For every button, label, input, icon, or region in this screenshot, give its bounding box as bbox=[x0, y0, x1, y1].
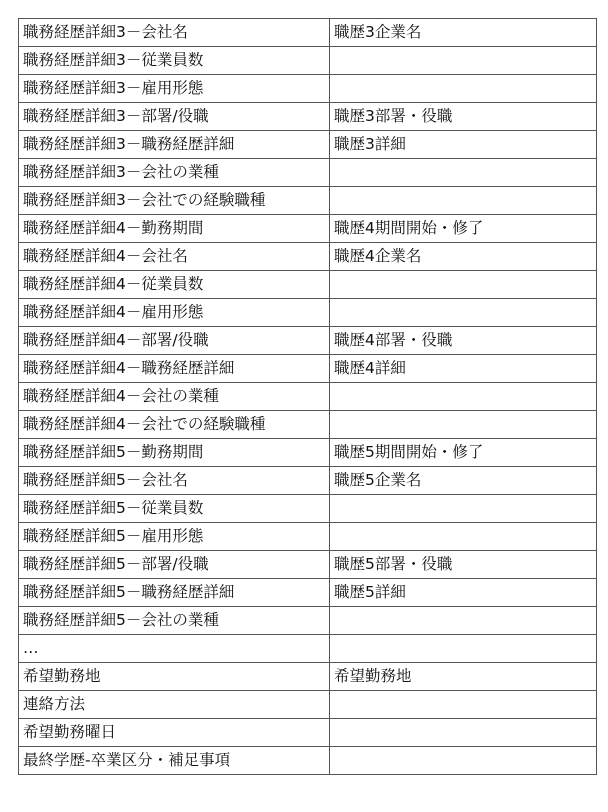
field-mapping-table bbox=[18, 18, 597, 775]
table-row bbox=[19, 187, 597, 215]
source-field-cell: 職務経歴詳細3－部署/役職 bbox=[19, 103, 330, 131]
target-field-cell bbox=[330, 47, 597, 75]
table-row bbox=[19, 383, 597, 411]
target-field-cell: 職歴4詳細 bbox=[330, 355, 597, 383]
target-field-cell: 職歴3企業名 bbox=[330, 19, 597, 47]
table-row bbox=[19, 131, 597, 159]
source-field-cell: 希望勤務地 bbox=[19, 663, 330, 691]
table-row bbox=[19, 159, 597, 187]
source-field-cell: 職務経歴詳細4－雇用形態 bbox=[19, 299, 330, 327]
source-field-cell: 職務経歴詳細3－会社の業種 bbox=[19, 159, 330, 187]
table-row bbox=[19, 299, 597, 327]
table-body bbox=[19, 19, 597, 775]
source-field-cell: 希望勤務曜日 bbox=[19, 719, 330, 747]
target-field-cell bbox=[330, 607, 597, 635]
target-field-cell: 職歴5企業名 bbox=[330, 467, 597, 495]
target-field-cell: 職歴3詳細 bbox=[330, 131, 597, 159]
source-field-cell: 連絡方法 bbox=[19, 691, 330, 719]
table-row bbox=[19, 355, 597, 383]
source-field-cell: 職務経歴詳細5－会社の業種 bbox=[19, 607, 330, 635]
target-field-cell: 職歴4期間開始・修了 bbox=[330, 215, 597, 243]
table-row bbox=[19, 495, 597, 523]
target-field-cell: 職歴5期間開始・修了 bbox=[330, 439, 597, 467]
target-field-cell bbox=[330, 495, 597, 523]
source-field-cell: 職務経歴詳細4－会社名 bbox=[19, 243, 330, 271]
source-field-cell: 職務経歴詳細4－会社の業種 bbox=[19, 383, 330, 411]
table-row bbox=[19, 439, 597, 467]
source-field-cell: 職務経歴詳細4－部署/役職 bbox=[19, 327, 330, 355]
target-field-cell bbox=[330, 75, 597, 103]
target-field-cell: 職歴4部署・役職 bbox=[330, 327, 597, 355]
source-field-cell: 職務経歴詳細4－従業員数 bbox=[19, 271, 330, 299]
table-row bbox=[19, 411, 597, 439]
table-row bbox=[19, 691, 597, 719]
source-field-cell: 職務経歴詳細3－従業員数 bbox=[19, 47, 330, 75]
target-field-cell bbox=[330, 411, 597, 439]
target-field-cell: 職歴4企業名 bbox=[330, 243, 597, 271]
target-field-cell bbox=[330, 523, 597, 551]
source-field-cell: 職務経歴詳細5－部署/役職 bbox=[19, 551, 330, 579]
table-row bbox=[19, 243, 597, 271]
source-field-cell: 職務経歴詳細5－雇用形態 bbox=[19, 523, 330, 551]
table-row bbox=[19, 103, 597, 131]
source-field-cell: 職務経歴詳細5－職務経歴詳細 bbox=[19, 579, 330, 607]
table-row bbox=[19, 215, 597, 243]
target-field-cell bbox=[330, 187, 597, 215]
source-field-cell: 職務経歴詳細5－勤務期間 bbox=[19, 439, 330, 467]
target-field-cell bbox=[330, 635, 597, 663]
source-field-cell: 職務経歴詳細3－雇用形態 bbox=[19, 75, 330, 103]
target-field-cell bbox=[330, 747, 597, 775]
source-field-cell: 職務経歴詳細5－従業員数 bbox=[19, 495, 330, 523]
target-field-cell: 希望勤務地 bbox=[330, 663, 597, 691]
table-row bbox=[19, 551, 597, 579]
table-row bbox=[19, 635, 597, 663]
target-field-cell bbox=[330, 299, 597, 327]
source-field-cell: 職務経歴詳細3－職務経歴詳細 bbox=[19, 131, 330, 159]
table-row bbox=[19, 719, 597, 747]
target-field-cell bbox=[330, 271, 597, 299]
target-field-cell bbox=[330, 719, 597, 747]
source-field-cell: 職務経歴詳細5－会社名 bbox=[19, 467, 330, 495]
source-field-cell: 職務経歴詳細3－会社名 bbox=[19, 19, 330, 47]
table-row bbox=[19, 747, 597, 775]
target-field-cell bbox=[330, 159, 597, 187]
source-field-cell: 職務経歴詳細4－職務経歴詳細 bbox=[19, 355, 330, 383]
source-field-cell: 最終学歴-卒業区分・補足事項 bbox=[19, 747, 330, 775]
source-field-cell: 職務経歴詳細4－勤務期間 bbox=[19, 215, 330, 243]
target-field-cell: 職歴3部署・役職 bbox=[330, 103, 597, 131]
source-field-cell: 職務経歴詳細3－会社での経験職種 bbox=[19, 187, 330, 215]
target-field-cell: 職歴5部署・役職 bbox=[330, 551, 597, 579]
target-field-cell bbox=[330, 383, 597, 411]
target-field-cell bbox=[330, 691, 597, 719]
source-field-cell: 職務経歴詳細4－会社での経験職種 bbox=[19, 411, 330, 439]
table-row bbox=[19, 523, 597, 551]
table-row bbox=[19, 47, 597, 75]
table-row bbox=[19, 19, 597, 47]
table-row bbox=[19, 607, 597, 635]
table-row bbox=[19, 327, 597, 355]
table-row bbox=[19, 467, 597, 495]
table-row bbox=[19, 271, 597, 299]
table-row bbox=[19, 75, 597, 103]
target-field-cell: 職歴5詳細 bbox=[330, 579, 597, 607]
table-row bbox=[19, 663, 597, 691]
source-field-cell: … bbox=[19, 635, 330, 663]
table-row bbox=[19, 579, 597, 607]
